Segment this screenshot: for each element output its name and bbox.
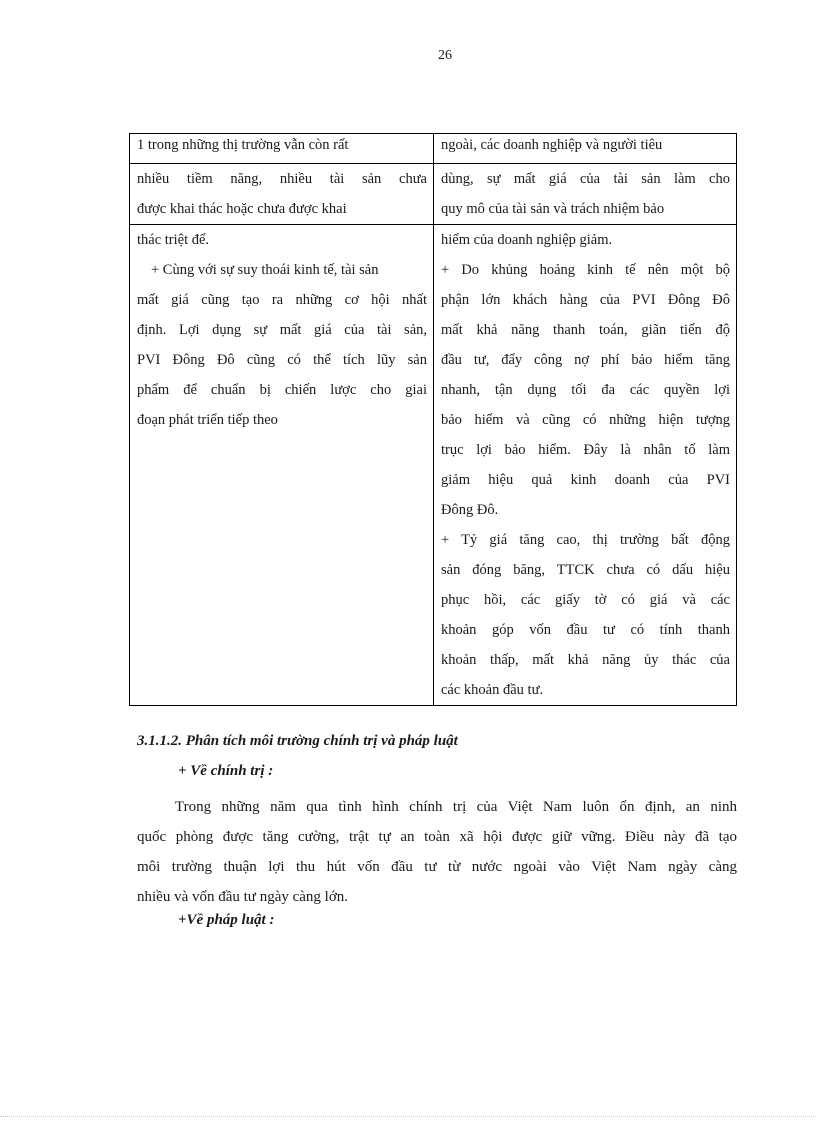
paragraph-line: quốc phòng được tăng cường, trật tự an toàn xã hội được giữ vững. Điều này đã tạo xyxy=(137,829,737,845)
cell-line: + Do khủng hoảng kinh tế nên một bộ xyxy=(441,262,730,278)
paragraph-line: nhiều và vốn đầu tư ngày càng lớn. xyxy=(137,889,349,905)
table-row xyxy=(130,225,737,706)
cell-line: định. Lợi dụng sự mất giá của tài sản, xyxy=(137,322,427,338)
paragraph-line: môi trường thuận lợi thu hút vốn đầu tư từ nước ngoài vào Việt Nam ngày càng xyxy=(137,859,737,875)
cell-line: quy mô của tài sản và trách nhiệm bảo xyxy=(441,201,665,217)
table-cell-right xyxy=(434,134,737,164)
cell-line: hiểm của doanh nghiệp giảm. xyxy=(441,232,613,248)
table-cell-right xyxy=(434,164,737,225)
cell-line: Đông Đô. xyxy=(441,502,499,518)
cell-line: giảm hiệu quả kinh doanh của PVI xyxy=(441,472,730,488)
table-cell-left xyxy=(130,164,434,225)
table-cell-left xyxy=(130,225,434,706)
cell-line: thác triệt để. xyxy=(137,232,210,248)
cell-line: khoản thấp, mất khả năng ủy thác của xyxy=(441,652,730,668)
page-bottom-rule xyxy=(0,1116,816,1117)
cell-line: + Cùng với sự suy thoái kinh tế, tài sản xyxy=(151,262,379,278)
cell-line: trục lợi bảo hiểm. Đây là nhân tố làm xyxy=(441,442,730,458)
cell-line: sản đóng băng, TTCK chưa có dấu hiệu xyxy=(441,562,730,578)
cell-line: được khai thác hoặc chưa được khai xyxy=(137,201,347,217)
table-row xyxy=(130,134,737,164)
cell-line: dùng, sự mất giá của tài sản làm cho xyxy=(441,171,730,187)
table-row xyxy=(130,164,737,225)
cell-line: nhanh, tận dụng tối đa các quyền lợi xyxy=(441,382,730,398)
cell-line: phục hồi, các giấy tờ có giá và các xyxy=(441,592,730,608)
cell-line: mất khả năng thanh toán, giãn tiến độ xyxy=(441,322,730,338)
cell-line: ngoài, các doanh nghiệp và người tiêu xyxy=(441,137,663,153)
cell-line: mất giá cũng tạo ra những cơ hội nhất xyxy=(137,292,427,308)
politics-label: + Về chính trị : xyxy=(178,763,274,779)
cell-line: khoản góp vốn đầu tư có tính thanh xyxy=(441,622,730,638)
table-cell-right xyxy=(434,225,737,706)
table-cell-left xyxy=(130,134,434,164)
cell-line: 1 trong những thị trường vẫn còn rất xyxy=(137,137,349,153)
cell-line: phẩm để chuẩn bị chiến lược cho giai xyxy=(137,382,427,398)
paragraph-line: Trong những năm qua tình hình chính trị của Việt Nam luôn ổn định, an ninh xyxy=(175,799,737,815)
section-heading: 3.1.1.2. Phân tích môi trường chính trị và pháp luật xyxy=(137,733,458,749)
cell-line: bảo hiểm và cũng có những hiện tượng xyxy=(441,412,730,428)
cell-line: nhiều tiềm năng, nhiều tài sản chưa xyxy=(137,171,427,187)
swot-table xyxy=(129,133,737,706)
cell-line: + Tỷ giá tăng cao, thị trường bất động xyxy=(441,532,730,548)
cell-line: đầu tư, đẩy công nợ phí bảo hiểm tăng xyxy=(441,352,730,368)
cell-line: đoạn phát triển tiếp theo xyxy=(137,412,278,428)
cell-line: PVI Đông Đô cũng có thể tích lũy sản xyxy=(137,352,427,368)
politics-paragraph xyxy=(137,792,737,912)
law-label: +Về pháp luật : xyxy=(178,912,275,928)
cell-line: các khoản đầu tư. xyxy=(441,682,544,698)
cell-line: phận lớn khách hàng của PVI Đông Đô xyxy=(441,292,730,308)
page-number: 26 xyxy=(438,48,452,63)
